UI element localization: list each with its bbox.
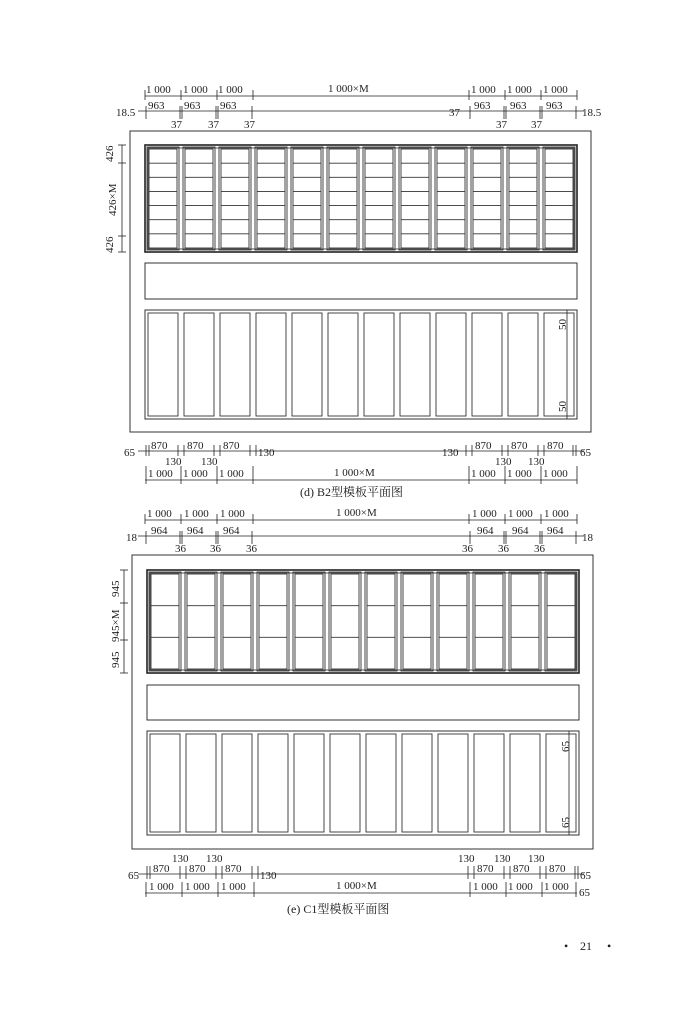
dim-text: 1 000×M — [328, 83, 369, 95]
dim-text: 130 — [165, 456, 182, 468]
bottom-panel-columns-e — [150, 734, 576, 832]
panel-cell — [474, 734, 504, 832]
dim-text: 37 — [531, 119, 542, 131]
panel-column — [257, 572, 289, 671]
dim-text: 1 000 — [507, 468, 532, 480]
dim-text: 963 — [510, 100, 527, 112]
dim-text: 18.5 — [116, 107, 136, 119]
panel-column — [291, 147, 323, 250]
dim-text: 1 000 — [543, 468, 568, 480]
dim-text: 1 000 — [219, 468, 244, 480]
panel-column — [293, 572, 325, 671]
dim-text: 963 — [220, 100, 237, 112]
panel-column — [255, 147, 287, 250]
page-dot-right: • — [607, 939, 612, 953]
panel-cell — [258, 734, 288, 832]
figure-e — [110, 507, 594, 916]
dim-text: 37 — [496, 119, 507, 131]
dim-text: 130 — [258, 447, 275, 459]
dim-text: 1 000 — [508, 881, 533, 893]
dim-text: 870 — [189, 863, 206, 875]
dim-text: 1 000 — [149, 881, 174, 893]
dim-text: 870 — [225, 863, 242, 875]
dim-text: 1 000 — [472, 508, 497, 520]
dim-text: 963 — [474, 100, 491, 112]
dim-text: 426 — [104, 145, 116, 162]
panel-column — [219, 147, 251, 250]
dim-text: 1 000 — [507, 84, 532, 96]
dim-text: 870 — [513, 863, 530, 875]
panel-cell — [292, 313, 322, 416]
dim-text: 1 000 — [183, 468, 208, 480]
dim-text: 18 — [582, 532, 593, 544]
dim-text: 963 — [546, 100, 563, 112]
panel-cell — [472, 313, 502, 416]
dim-text: 130 — [528, 456, 545, 468]
panel-cell — [148, 313, 178, 416]
dim-text: 945×M — [110, 609, 122, 642]
dim-text: 130 — [528, 853, 545, 865]
bottom-panel-columns-d — [148, 313, 574, 416]
dim-text: 870 — [549, 863, 566, 875]
dim-text: 1 000×M — [336, 507, 377, 519]
dim-text: 37 — [171, 119, 182, 131]
dim-text: 870 — [477, 863, 494, 875]
dim-text: 37 — [208, 119, 219, 131]
dim-text: 18 — [126, 532, 137, 544]
dim-text: 36 — [498, 543, 509, 555]
bottom-panel-d — [145, 310, 577, 419]
dim-text: 964 — [547, 525, 564, 537]
dim-text: 36 — [534, 543, 545, 555]
dim-text: 426 — [104, 236, 116, 253]
panel-column — [507, 147, 539, 250]
dim-text: 1 000 — [471, 84, 496, 96]
dim-text: 870 — [223, 440, 240, 452]
dim-text: 36 — [210, 543, 221, 555]
panel-cell — [186, 734, 216, 832]
panel-column — [365, 572, 397, 671]
dim-text: 36 — [462, 543, 473, 555]
dim-text: 1 000 — [183, 84, 208, 96]
dim-text: 65 — [580, 870, 591, 882]
panel-cell — [364, 313, 394, 416]
dim-text: 964 — [512, 525, 529, 537]
panel-column — [149, 572, 181, 671]
dim-text: 1 000 — [471, 468, 496, 480]
top-panel-columns-d — [147, 147, 575, 250]
dim-text: 870 — [475, 440, 492, 452]
dim-text: 130 — [458, 853, 475, 865]
panel-column — [471, 147, 503, 250]
dim-text: 1 000 — [543, 84, 568, 96]
dim-text: 65 — [579, 887, 590, 899]
middle-strip — [147, 685, 579, 720]
bottom-panel-e — [147, 731, 579, 835]
dim-text: 870 — [511, 440, 528, 452]
panel-column — [363, 147, 395, 250]
dim-text: 964 — [223, 525, 240, 537]
panel-cell — [508, 313, 538, 416]
dim-text: 50 — [557, 319, 569, 330]
dim-text: 945 — [110, 580, 122, 597]
dim-text: 1 000×M — [336, 880, 377, 892]
dim-text: 964 — [151, 525, 168, 537]
panel-column — [437, 572, 469, 671]
dim-text: 130 — [201, 456, 218, 468]
panel-cell — [294, 734, 324, 832]
dim-text: 1 000 — [147, 508, 172, 520]
dim-text: 1 000×M — [334, 467, 375, 479]
panel-cell — [256, 313, 286, 416]
dim-text: 1 000 — [221, 881, 246, 893]
dim-text: 964 — [187, 525, 204, 537]
figure-caption-e: (e) C1型模板平面图 — [287, 902, 390, 916]
dim-text: 65 — [560, 817, 572, 828]
middle-strip — [145, 263, 577, 299]
dim-text: 1 000 — [218, 84, 243, 96]
panel-cell — [366, 734, 396, 832]
page-dot-left: • — [564, 939, 569, 953]
dim-text: 1 000 — [220, 508, 245, 520]
panel-cell — [220, 313, 250, 416]
panel-cell — [400, 313, 430, 416]
dim-text: 870 — [547, 440, 564, 452]
dim-text: 65 — [124, 447, 135, 459]
panel-column — [185, 572, 217, 671]
dim-text: 50 — [557, 401, 569, 412]
dim-text: 18.5 — [582, 107, 602, 119]
panel-column — [399, 147, 431, 250]
dim-text: 963 — [184, 100, 201, 112]
figure-d — [104, 83, 602, 499]
figure-caption-d: (d) B2型模板平面图 — [300, 485, 403, 499]
panel-cell — [184, 313, 214, 416]
panel-column — [435, 147, 467, 250]
outer-frame — [130, 131, 591, 432]
dim-text: 1 000 — [148, 468, 173, 480]
dim-text: 870 — [187, 440, 204, 452]
dim-text: 1 000 — [544, 508, 569, 520]
panel-column — [327, 147, 359, 250]
panel-cell — [328, 313, 358, 416]
dim-text: 130 — [172, 853, 189, 865]
dim-text: 130 — [442, 447, 459, 459]
dim-text: 426×M — [107, 183, 119, 216]
dim-text: 963 — [148, 100, 165, 112]
top-panel-d — [145, 145, 577, 252]
panel-cell — [438, 734, 468, 832]
dim-text: 37 — [244, 119, 255, 131]
panel-column — [221, 572, 253, 671]
top-panel-e — [147, 570, 579, 673]
panel-column — [183, 147, 215, 250]
panel-cell — [510, 734, 540, 832]
panel-cell — [222, 734, 252, 832]
panel-column — [329, 572, 361, 671]
panel-column — [473, 572, 505, 671]
panel-column — [147, 147, 179, 250]
dim-text: 130 — [206, 853, 223, 865]
panel-cell — [436, 313, 466, 416]
dim-text: 1 000 — [473, 881, 498, 893]
panel-column — [401, 572, 433, 671]
dim-text: 1 000 — [544, 881, 569, 893]
dim-text: 1 000 — [146, 84, 171, 96]
dim-text: 870 — [153, 863, 170, 875]
panel-cell — [330, 734, 360, 832]
dim-text: 130 — [495, 456, 512, 468]
outer-frame — [132, 555, 593, 849]
panel-column — [543, 147, 575, 250]
panel-cell — [150, 734, 180, 832]
dim-text: 37 — [449, 107, 460, 119]
page-number: 21 — [580, 939, 592, 953]
dim-text: 1 000 — [185, 881, 210, 893]
panel-column — [545, 572, 577, 671]
dim-text: 65 — [580, 447, 591, 459]
panel-cell — [402, 734, 432, 832]
dim-text: 65 — [128, 870, 139, 882]
dim-text: 870 — [151, 440, 168, 452]
panel-column — [509, 572, 541, 671]
dim-text: 964 — [477, 525, 494, 537]
dim-text: 945 — [110, 651, 122, 668]
dim-text: 36 — [175, 543, 186, 555]
dim-text: 65 — [560, 741, 572, 752]
dim-text: 130 — [494, 853, 511, 865]
top-panel-columns-e — [149, 572, 577, 671]
dim-text: 1 000 — [184, 508, 209, 520]
dim-text: 1 000 — [508, 508, 533, 520]
dim-text: 36 — [246, 543, 257, 555]
dim-text: 130 — [260, 870, 277, 882]
